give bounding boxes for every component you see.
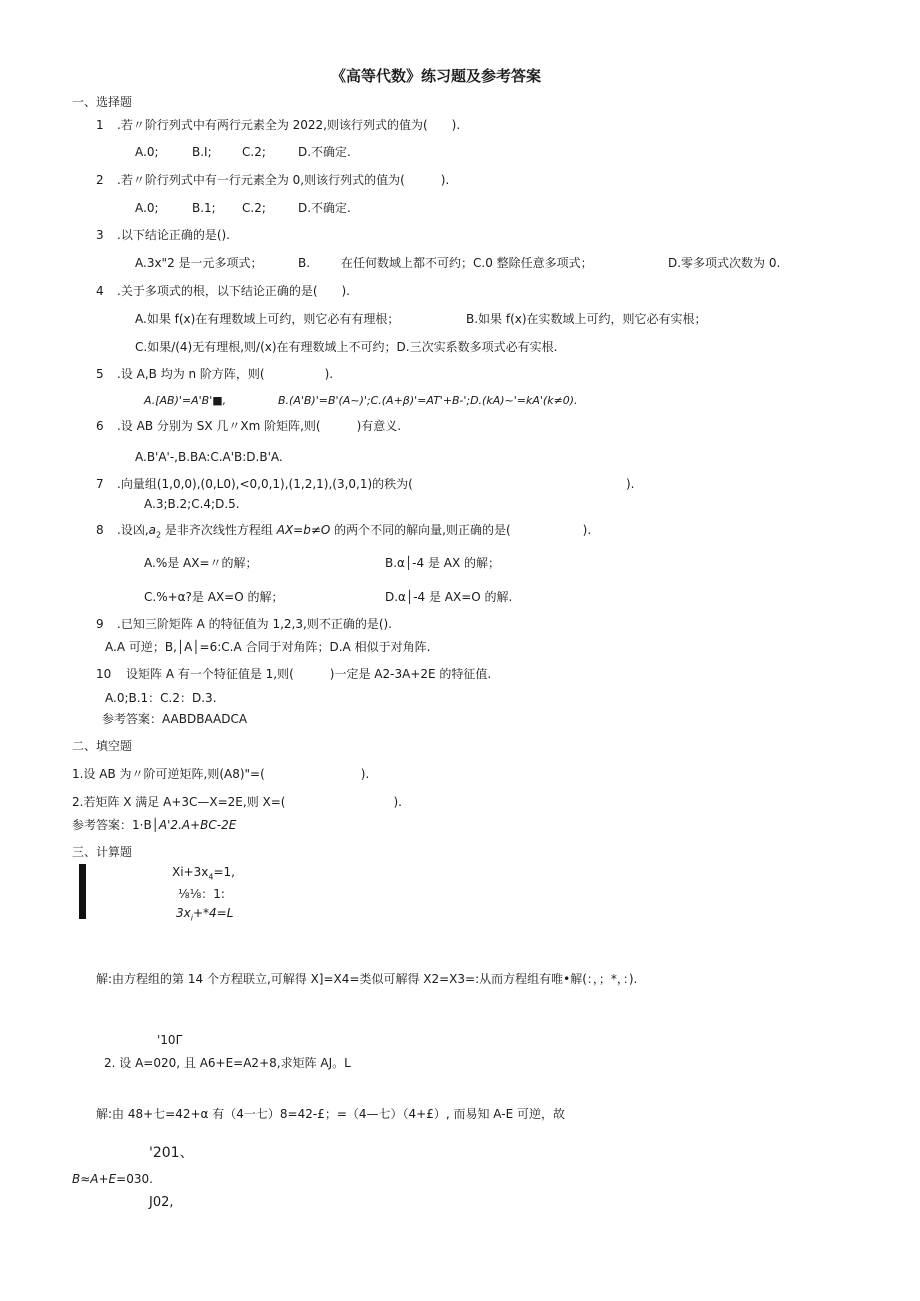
equation-line: ⅛⅛：1: [178,887,225,901]
matrix2-top-row: '201、 [149,1145,194,1161]
option-d: D.α│-4 是 AX=O 的解. [385,590,513,604]
option-c: C.%+α?是 AX=O 的解； [144,590,284,604]
question-close: ). [626,477,635,491]
question-text: .已知三阶矩阵 A 的特征值为 1,2,3,则不正确的是(). [117,617,392,631]
option-b: B.α│-4 是 AX 的解； [385,556,501,570]
equation-line: $3x_i+*4=L$ [176,906,234,923]
option-b: B.I; [192,145,212,159]
question-number: 3 [96,228,104,242]
option-b-c-d: B.(A'B)'=B'(A~)';C.(A+β)'=AT'+B-';D.(kA)~'=kA'(k≠0). [278,394,578,407]
question-text: .设凶$,a_2$ 是非齐次线性方程组 AX=b≠O 的两个不同的解向量,则正确的是( ). [117,523,592,540]
option-a: A.[AB)'=A'B'■, [144,394,227,407]
question-number: 6 [96,419,104,433]
options: A.3;B.2;C.4;D.5. [144,497,240,511]
question-number: 9 [96,617,104,631]
question-number: 8 [96,523,104,537]
option-a: A.3x"2 是一元多项式； [135,256,263,270]
option-d: D.不确定. [298,145,351,159]
question-number: 5 [96,367,104,381]
question-text: .若〃阶行列式中有两行元素全为 2022,则该行列式的值为( ). [117,118,461,132]
question-number: 1 [96,118,104,132]
option-d: D.零多项式次数为 0. [668,256,781,270]
solution-1: 解:由方程组的第 14 个方程联立,可解得 X]=X4=类似可解得 X2=X3=:从而方程组有唯•解(：，；*，：). [96,972,638,986]
fill-question-1: 1.设 AB 为〃阶可逆矩阵,则(A8)"=( ). [72,767,370,781]
matrix-top-row: '10Γ [157,1033,183,1047]
section-heading-calc: 三、计算题 [72,845,133,859]
question-number: 7 [96,477,104,491]
equation-line: $Xi+3x_4=1$, [172,865,235,882]
option-a: A.如果 f(x)在有理数域上可约，则它必有有理根； [135,312,400,326]
option-a: A.0; [135,145,159,159]
answer-key-fill: 参考答案：1·B│A'2.A+BC-2E [72,818,237,832]
question-text: .以下结论正确的是(). [117,228,230,242]
document-title: 《高等代数》练习题及参考答案 [331,67,542,85]
question-text: .设 AB 分别为 SX 几〃Xm 阶矩阵,则( )有意义. [117,419,402,433]
option-b: B.如果 f(x)在实数域上可约，则它必有实根； [466,312,707,326]
question-text: 设矩阵 A 有一个特征值是 1,则( )一定是 A2-3A+2E 的特征值. [126,667,492,681]
options: A.A 可逆；B,│A│=6:C.A 合同于对角阵；D.A 相似于对角阵. [105,640,431,654]
question-text: .关于多项式的根，以下结论正确的是( ). [117,284,350,298]
matrix2-line: B≈A+E=030. [72,1172,153,1186]
section-heading-fill: 二、填空题 [72,739,133,753]
options: A.B'A'-,B.BA:C.A'B:D.B'A. [135,450,283,464]
section-heading-choice: 一、选择题 [72,95,133,109]
question-text: .若〃阶行列式中有一行元素全为 0,则该行列式的值为( ). [117,173,450,187]
option-b-c: 在任何数域上都不可约；C.0 整除任意多项式； [341,256,593,270]
matrix2-bottom-row: J02, [149,1195,174,1210]
option-c-d: C.如果/(4)无有理根,则/(x)在有理数域上不可约；D.三次实系数多项式必有实根. [135,340,558,354]
option-b: B.1; [192,201,216,215]
option-c: C.2; [242,201,266,215]
option-d: D.不确定. [298,201,351,215]
options: A.0;B.1：C.2：D.3. [105,691,217,705]
option-b: B. [298,256,311,270]
question-text: .设 A,B 均为 n 阶方阵，则( ). [117,367,334,381]
question-number: 10 [96,667,112,681]
option-a: A.%是 AX=〃的解； [144,556,258,570]
calc-question-2: 2. 设 A=020, 且 A6+E=A2+8,求矩阵 AJ。L [104,1056,351,1070]
equation-brace [79,864,86,919]
option-a: A.0; [135,201,159,215]
question-text: .向量组(1,0,0),(0,L0),<0,0,1),(1,2,1),(3,0,1)的秩为( [117,477,413,491]
question-number: 4 [96,284,104,298]
option-c: C.2; [242,145,266,159]
question-number: 2 [96,173,104,187]
fill-question-2: 2.若矩阵 X 满足 A+3C—X=2E,则 X=( ). [72,795,402,809]
solution-2: 解:由 48+七=42+α 有（4一七）8=42-£；=（4—七）（4+£）, 而易知 A-E 可逆，故 [96,1107,565,1121]
answer-key-choice: 参考答案：AABDBAADCA [102,712,248,726]
